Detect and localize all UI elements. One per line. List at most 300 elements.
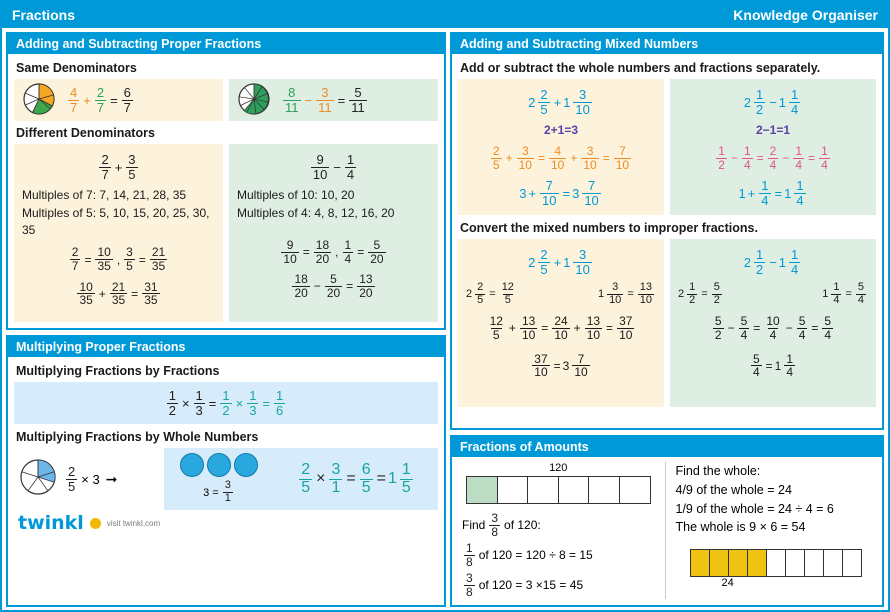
method2-right xyxy=(670,239,876,407)
conversion-2 xyxy=(822,282,868,306)
twinkl-logo: twinkl xyxy=(18,512,84,534)
frac-den: 3 xyxy=(249,402,257,418)
frac-num: 9 xyxy=(316,152,324,167)
multiply-whole-left xyxy=(14,448,164,510)
frac-den: 4 xyxy=(795,157,803,172)
pie-chart-sevenths xyxy=(22,82,56,119)
frac-den: 4 xyxy=(752,365,760,380)
different-denominators-examples xyxy=(14,144,438,322)
twinkl-dot-icon xyxy=(90,518,101,529)
frac-num: 1 xyxy=(222,387,230,403)
frac-den: 35 xyxy=(151,259,166,274)
method2-left xyxy=(458,239,664,407)
frac-den: 4 xyxy=(344,251,352,266)
frac-num: 1 xyxy=(276,387,284,403)
answer-whole: 3 xyxy=(519,186,527,202)
frac-num: 2 xyxy=(301,460,311,478)
panel-heading: Multiplying Proper Fractions xyxy=(8,337,444,357)
frac-den: 20 xyxy=(294,285,308,300)
mixed-whole: 3 xyxy=(562,358,570,373)
equals-sign: = xyxy=(553,358,561,373)
frac-num: 10 xyxy=(766,314,780,329)
frac-num: 1 xyxy=(466,541,473,556)
frac-den: 10 xyxy=(542,193,557,209)
method1-left-problem xyxy=(466,88,656,116)
method-2-examples xyxy=(458,239,876,407)
equals-sign: = xyxy=(131,286,139,301)
frac-den: 10 xyxy=(639,293,652,306)
frac-num: 3 xyxy=(224,479,231,492)
frac-den: 2 xyxy=(713,293,720,306)
equals-sign: = xyxy=(774,186,783,202)
frac-den: 4 xyxy=(798,327,806,342)
method-1-examples xyxy=(458,79,876,215)
equals-sign: = xyxy=(208,395,217,411)
frac-den: 10 xyxy=(283,251,297,266)
twinkl-visit-text: visit twinkl.com xyxy=(106,518,161,528)
equals-sign: = xyxy=(765,358,773,373)
frac-den: 2 xyxy=(714,327,722,342)
same-denom-equation-1 xyxy=(66,86,135,114)
frac-den: 4 xyxy=(786,365,794,380)
frac-num: 2 xyxy=(540,87,548,102)
find-the-whole-block xyxy=(676,462,877,537)
frac-den: 1 xyxy=(331,478,341,496)
frac-den: 2 xyxy=(168,402,176,418)
mixed-whole: 1 xyxy=(387,470,397,487)
frac-num: 5 xyxy=(354,84,362,100)
equals-sign: = xyxy=(302,245,310,260)
frac-den: 5 xyxy=(540,101,548,117)
equals-sign: = xyxy=(346,470,356,487)
multiplying-by-fractions-example xyxy=(14,382,438,424)
frac-den: 4 xyxy=(346,166,355,182)
frac-num: 5 xyxy=(857,281,864,294)
equals-sign: = xyxy=(756,151,764,166)
circle-icon xyxy=(234,453,258,477)
plus-sign: + xyxy=(505,151,513,166)
frac-den: 35 xyxy=(144,293,158,308)
mixed-whole: 1 xyxy=(563,94,571,110)
page-header-right: Knowledge Organiser xyxy=(733,7,878,23)
diff-denom-left-multiples-2: Multiples of 5: 5, 10, 15, 20, 25, 30, 35 xyxy=(22,205,210,238)
minus-sign: − xyxy=(727,321,735,336)
frac-den: 5 xyxy=(68,478,76,494)
subheading-method-2: Convert the mixed numbers to improper fractions. xyxy=(460,221,758,235)
bar-cell-filled xyxy=(710,550,729,576)
equals-sign: = xyxy=(346,279,354,294)
diff-denom-right-convert xyxy=(237,238,430,265)
method2-left-answer xyxy=(466,352,656,379)
diff-denom-right-multiples-1: Multiples of 10: 10, 20 xyxy=(237,188,355,203)
equals-sign: = xyxy=(110,92,118,108)
answer-whole: 1 xyxy=(738,186,746,202)
bar-cell xyxy=(805,550,824,576)
bar-cell xyxy=(786,550,805,576)
panel-mixed-numbers xyxy=(450,32,884,430)
subheading-method-1: Add or subtract the whole numbers and fractions separately. xyxy=(460,61,821,75)
frac-den: 20 xyxy=(315,251,330,266)
frac-num: 3 xyxy=(466,571,473,586)
frac-num: 12 xyxy=(501,281,514,294)
frac-den: 8 xyxy=(466,554,473,569)
frac-num: 10 xyxy=(79,279,93,294)
bar-cell xyxy=(528,477,559,503)
method2-left-work xyxy=(466,314,656,341)
frac-den: 20 xyxy=(326,285,341,300)
panel-content xyxy=(452,54,882,428)
frac-den: 11 xyxy=(351,99,365,115)
frac-den: 2 xyxy=(689,293,696,306)
plus-sign: + xyxy=(83,92,91,108)
frac-num: 2 xyxy=(477,281,484,294)
frac-den: 5 xyxy=(361,478,371,496)
bar-cell xyxy=(843,550,861,576)
equals-sign: = xyxy=(357,245,365,260)
equals-sign: = xyxy=(537,151,545,166)
frac-den: 10 xyxy=(586,327,601,342)
frac-den: 4 xyxy=(821,157,828,172)
plus-sign: + xyxy=(570,151,578,166)
frac-den: 10 xyxy=(615,157,630,172)
three-circles xyxy=(180,453,258,477)
bar-cell-filled xyxy=(748,550,767,576)
same-denom-example-1 xyxy=(14,79,223,121)
frac-num: 13 xyxy=(521,314,536,329)
method1-right-answer xyxy=(678,179,868,207)
equals-sign: = xyxy=(627,288,634,301)
frac-num: 2 xyxy=(769,144,777,159)
frac-num: 10 xyxy=(97,245,111,260)
circle-icon xyxy=(207,453,231,477)
frac-den: 10 xyxy=(518,157,532,172)
frac-den: 4 xyxy=(791,101,799,117)
frac-num: 3 xyxy=(612,281,619,294)
find-whole-line-2: 1/9 of the whole = 24 ÷ 4 = 6 xyxy=(675,501,834,516)
frac-den: 1 xyxy=(224,492,231,504)
frac-num: 1 xyxy=(168,387,176,403)
fractions-of-amounts-left xyxy=(458,462,666,599)
frac-num: 4 xyxy=(70,84,78,100)
plus-sign: + xyxy=(553,94,562,110)
bar-model-120 xyxy=(466,476,651,504)
times-sign: × xyxy=(235,395,244,411)
bar-cell xyxy=(498,477,529,503)
frac-num: 2 xyxy=(96,84,105,100)
frac-num: 1 xyxy=(795,144,803,159)
frac-den: 10 xyxy=(575,101,590,117)
multiply-whole-circles xyxy=(164,448,274,510)
diff-denom-left-problem xyxy=(22,152,215,181)
same-denom-equation-2 xyxy=(281,86,369,114)
equals-sign: = xyxy=(337,92,346,108)
plus-sign: + xyxy=(98,286,106,301)
same-denom-example-2 xyxy=(229,79,438,121)
three-as-fraction xyxy=(203,480,235,504)
left-column xyxy=(6,32,446,607)
subheading-same-denominators: Same Denominators xyxy=(16,61,137,75)
fractions-of-amounts-right xyxy=(672,462,877,599)
frac-num: 3 xyxy=(126,245,133,260)
method1-left-answer xyxy=(466,179,656,207)
subheading-multiplying-by-whole: Multiplying Fractions by Whole Numbers xyxy=(16,430,259,444)
panel-content xyxy=(8,357,444,605)
mixed-whole: 1 xyxy=(784,186,792,202)
circle-icon xyxy=(180,453,204,477)
mixed-whole: 1 xyxy=(597,288,605,301)
bar-cell xyxy=(559,477,590,503)
frac-den: 10 xyxy=(619,327,633,342)
frac-num: 21 xyxy=(111,279,126,294)
frac-num: 1 xyxy=(761,178,769,194)
times-three: × 3 xyxy=(81,471,100,487)
diff-denom-example-right xyxy=(229,144,438,322)
frac-den: 10 xyxy=(521,327,536,342)
find-whole-line-3: The whole is 9 × 6 = 54 xyxy=(675,520,806,535)
bar-cell-filled xyxy=(467,477,498,503)
frac-num: 37 xyxy=(534,351,548,366)
frac-num: 5 xyxy=(330,272,337,287)
multiply-whole-expression xyxy=(64,465,100,493)
frac-num: 18 xyxy=(294,272,308,287)
equals-sign: = xyxy=(753,321,761,336)
frac-den: 5 xyxy=(126,259,133,274)
method1-left-wholes: 2+1=3 xyxy=(543,123,579,138)
multiply-whole-result xyxy=(274,448,438,510)
frac-num: 18 xyxy=(315,238,330,253)
frac-den: 2 xyxy=(718,157,725,172)
page-body xyxy=(2,28,888,611)
frac-num: 1 xyxy=(743,144,751,159)
step-2-line: $\frac{3}{8}$ of 120 = 3 ×15 = 45 xyxy=(466,571,584,599)
frac-den: 10 xyxy=(534,365,548,380)
frac-num: 1 xyxy=(344,238,352,253)
frac-den: 5 xyxy=(492,327,500,342)
minus-sign: − xyxy=(782,151,790,166)
equals-sign: = xyxy=(808,151,816,166)
panel-fractions-of-amounts xyxy=(450,435,884,607)
times-sign: × xyxy=(316,470,326,487)
frac-den: 4 xyxy=(824,327,832,342)
minus-sign: − xyxy=(333,159,341,175)
frac-num: 12 xyxy=(489,314,503,329)
equals-sign: = xyxy=(262,395,271,411)
frac-num: 2 xyxy=(492,144,500,159)
frac-den: 8 xyxy=(491,524,499,539)
method2-right-conversions xyxy=(678,282,868,306)
frac-den: 2 xyxy=(755,101,764,117)
equals-sign: = xyxy=(541,321,549,336)
equals-sign: = xyxy=(138,252,146,267)
subheading-different-denominators: Different Denominators xyxy=(16,126,155,140)
find-fraction-of-120: Find $\frac{3}{8}$ of 120: xyxy=(462,511,541,539)
frac-num: 3 xyxy=(321,84,329,100)
right-column xyxy=(450,32,884,607)
step-1-line: $\frac{1}{8}$ of 120 = 120 ÷ 8 = 15 xyxy=(466,541,593,569)
frac-num: 5 xyxy=(798,314,806,329)
panel-heading: Adding and Subtracting Mixed Numbers xyxy=(452,34,882,54)
frac-den: 10 xyxy=(550,157,565,172)
frac-num: 13 xyxy=(359,272,373,287)
frac-num: 1 xyxy=(401,460,411,478)
frac-den: 4 xyxy=(740,327,748,342)
panel-multiplying-proper-fractions xyxy=(6,335,446,607)
frac-den: 4 xyxy=(769,327,777,342)
frac-den: 10 xyxy=(554,327,568,342)
method2-right-work xyxy=(678,314,868,341)
frac-den: 4 xyxy=(769,157,777,172)
minus-sign: − xyxy=(730,151,738,166)
frac-num: 1 xyxy=(821,144,828,159)
frac-num: 1 xyxy=(689,281,696,294)
frac-num: 1 xyxy=(346,152,355,167)
frac-den: 4 xyxy=(796,193,804,209)
minus-sign: − xyxy=(313,279,321,294)
frac-den: 8 xyxy=(466,584,473,599)
method1-right-fraction-diff xyxy=(678,144,868,171)
frac-num: 13 xyxy=(586,314,601,329)
equals-sign: = xyxy=(606,321,614,336)
plus-sign: + xyxy=(114,159,123,175)
equals-sign: = xyxy=(701,288,708,301)
frac-num: 1 xyxy=(195,387,203,403)
frac-num: 13 xyxy=(639,281,652,294)
frac-num: 3 xyxy=(128,152,136,167)
frac-den: 7 xyxy=(70,99,78,115)
frac-num: 6 xyxy=(361,460,371,478)
frac-num: 21 xyxy=(151,245,166,260)
mixed-whole: 1 xyxy=(822,288,829,301)
frac-num: 1 xyxy=(796,178,804,194)
plus-sign: + xyxy=(508,321,516,336)
diff-denom-right-multiples-2: Multiples of 4: 4, 8, 12, 16, 20 xyxy=(237,205,395,220)
diff-denom-example-left xyxy=(14,144,223,322)
frac-den: 11 xyxy=(285,99,299,115)
frac-den: 7 xyxy=(71,259,79,274)
same-denominators-examples xyxy=(14,79,438,121)
arrow-icon: ➞ xyxy=(105,470,118,487)
frac-num: 7 xyxy=(577,351,585,366)
frac-num: 9 xyxy=(286,238,294,253)
frac-den: 2 xyxy=(222,402,230,418)
times-sign: × xyxy=(181,395,190,411)
mixed-whole: 2 xyxy=(528,94,536,110)
panel-heading: Fractions of Amounts xyxy=(452,437,882,457)
frac-den: 5 xyxy=(492,157,500,172)
diff-denom-right-answer xyxy=(237,272,430,299)
diff-denom-left-answer xyxy=(22,280,215,307)
bar-cell xyxy=(620,477,650,503)
bar-label-120: 120 xyxy=(549,462,568,474)
frac-num: 1 xyxy=(791,87,799,102)
mixed-whole: 2 xyxy=(466,288,473,301)
page-header xyxy=(2,2,888,28)
diff-denom-right-problem xyxy=(237,152,430,181)
diff-denom-left-multiples-1: Multiples of 7: 7, 14, 21, 28, 35 xyxy=(22,188,187,203)
frac-den: 4 xyxy=(761,193,769,209)
multiplying-by-whole-example xyxy=(14,448,438,510)
panel-adding-proper-fractions xyxy=(6,32,446,330)
frac-den: 11 xyxy=(318,99,332,115)
bar-label-24: 24 xyxy=(721,577,734,589)
equals-sign: = xyxy=(845,288,852,301)
method1-left-fraction-sum xyxy=(466,144,656,171)
frac-den: 5 xyxy=(477,293,484,306)
bar-cell xyxy=(824,550,843,576)
frac-den: 4 xyxy=(857,293,864,306)
find-whole-title: Find the whole: xyxy=(675,464,761,478)
frac-num: 7 xyxy=(619,144,626,159)
frac-num: 5 xyxy=(752,351,760,366)
equals-sign: = xyxy=(489,288,496,301)
mixed-whole: 3 xyxy=(572,186,580,202)
conversion-1 xyxy=(466,282,518,306)
method2-left-conversions xyxy=(466,282,656,306)
frac-den: 5 xyxy=(301,478,311,496)
frac-den: 7 xyxy=(96,99,105,115)
frac-num: 1 xyxy=(833,281,840,294)
minus-sign: − xyxy=(304,92,313,108)
plus-sign: + xyxy=(747,186,756,202)
equals-sign: = xyxy=(811,321,819,336)
bar-cell-filled xyxy=(691,550,710,576)
frac-den: 35 xyxy=(97,259,111,274)
frac-den: 10 xyxy=(583,157,597,172)
method1-right-wholes: 2−1=1 xyxy=(755,123,791,138)
frac-num: 4 xyxy=(554,144,561,159)
frac-den: 7 xyxy=(101,166,109,182)
frac-den: 4 xyxy=(743,157,751,172)
equals-sign: = xyxy=(562,186,571,202)
frac-num: 1 xyxy=(718,144,725,159)
subheading-multiplying-by-fractions: Multiplying Fractions by Fractions xyxy=(16,364,220,378)
frac-den: 5 xyxy=(128,166,136,182)
bar-model-ninths xyxy=(690,549,863,577)
minus-sign: − xyxy=(785,321,793,336)
frac-num: 3 xyxy=(521,144,529,159)
frac-num: 1 xyxy=(249,387,257,403)
conversion-1 xyxy=(678,282,724,306)
comma: , xyxy=(335,245,339,260)
method1-right xyxy=(670,79,876,215)
frac-num: 5 xyxy=(713,281,720,294)
frac-num: 3 xyxy=(491,511,499,525)
frac-den: 4 xyxy=(833,293,840,306)
bar-cell-filled xyxy=(729,550,748,576)
equals-sign: = xyxy=(84,252,92,267)
plus-sign: + xyxy=(553,254,562,270)
bar-cell xyxy=(589,477,620,503)
plus-sign: + xyxy=(573,321,581,336)
panel-content xyxy=(452,457,882,605)
three-label: 3 = xyxy=(203,486,219,499)
frac-num: 8 xyxy=(288,84,296,100)
frac-num: 1 xyxy=(755,87,764,102)
frac-den: 10 xyxy=(584,193,599,209)
frac-num: 6 xyxy=(123,84,131,100)
frac-num: 3 xyxy=(586,144,594,159)
frac-den: 35 xyxy=(111,293,126,308)
frac-num: 37 xyxy=(619,314,633,329)
frac-den: 10 xyxy=(609,293,622,306)
method2-left-problem: 2 $\frac{2}{5}$ + 1 $\frac{3}{10}$ xyxy=(528,247,590,277)
panel-heading: Adding and Subtracting Proper Fractions xyxy=(8,34,444,54)
diff-denom-left-convert xyxy=(22,245,215,272)
frac-num: 5 xyxy=(373,238,381,253)
frac-num: 2 xyxy=(71,245,79,260)
frac-num: 24 xyxy=(554,314,568,329)
frac-den: 7 xyxy=(123,99,131,115)
